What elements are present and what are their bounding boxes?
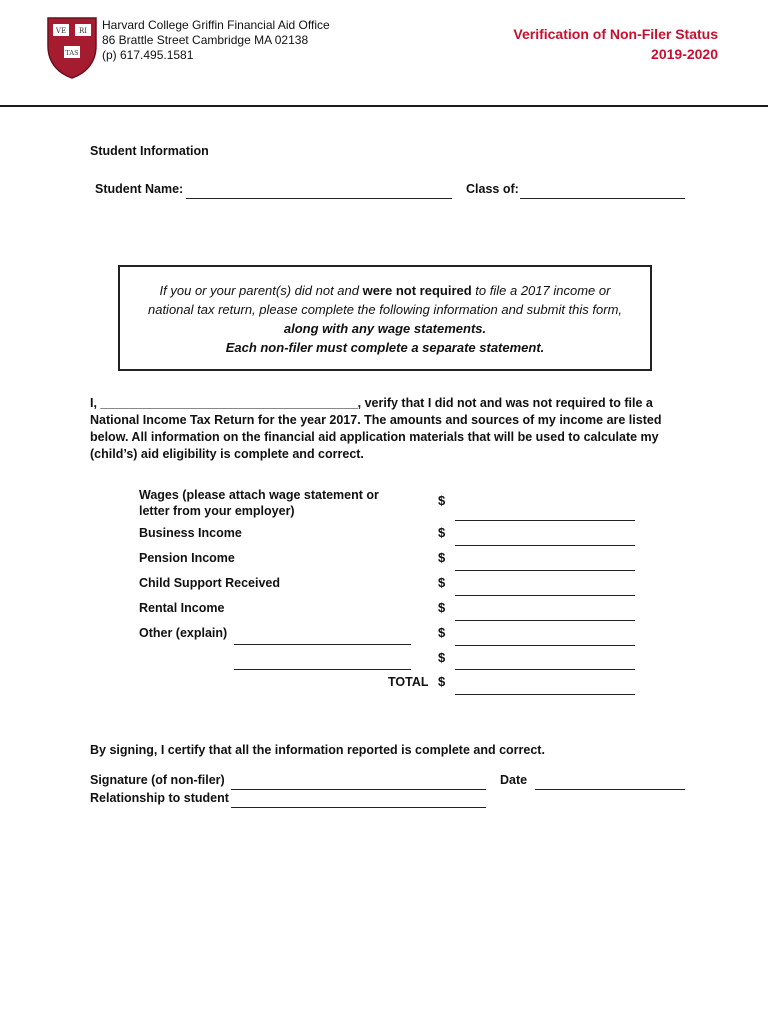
pension-amount-field[interactable] (455, 570, 635, 571)
notice-text-1: If you or your parent(s) did not and (159, 283, 363, 298)
signature-field[interactable] (231, 789, 486, 790)
verification-name-blank[interactable]: _____________________________________ (100, 396, 358, 410)
svg-text:VE: VE (55, 27, 67, 35)
verification-statement (90, 395, 690, 463)
currency-symbol: $ (438, 650, 446, 665)
student-name-label: Student Name: (95, 182, 184, 196)
relationship-label: Relationship to student (90, 791, 229, 805)
title-line-1: Verification of Non-Filer Status (513, 26, 718, 42)
income-label-rental: Rental Income (139, 601, 225, 615)
notice-text-2: were not required (362, 283, 472, 298)
currency-symbol: $ (438, 550, 446, 565)
office-address: 86 Brattle Street Cambridge MA 02138 (102, 33, 309, 47)
currency-symbol: $ (438, 625, 446, 640)
date-label: Date (500, 773, 528, 787)
notice-text-3: to file a 2017 income or national tax return, please complete the following information and submit this form, (147, 283, 623, 317)
wages-amount-field[interactable] (455, 520, 635, 521)
other-amount-field[interactable] (455, 645, 635, 646)
harvard-shield-logo (46, 16, 98, 80)
verification-text: , verify that I did not and was not required to file a National Income Tax Return for the year 2017. The amounts and sources of my income are listed below. All information on the financial aid application materials that will be used to calculate my (child’s) aid eligibility is complete and correct. (90, 396, 662, 461)
total-amount-field[interactable] (455, 694, 635, 695)
income-label-wages: Wages (please attach wage statement or letter from your employer) (139, 488, 379, 518)
currency-symbol: $ (438, 575, 446, 590)
relationship-field[interactable] (231, 807, 486, 808)
child-support-amount-field[interactable] (455, 595, 635, 596)
other-explain-field[interactable] (234, 644, 411, 645)
header-divider (0, 105, 768, 107)
rental-amount-field[interactable] (455, 620, 635, 621)
income-label-child-support: Child Support Received (139, 576, 280, 590)
total-label: TOTAL (388, 675, 429, 689)
title-line-2: 2019-2020 (651, 46, 718, 62)
office-phone: (p) 617.495.1581 (102, 48, 194, 62)
currency-symbol: $ (438, 493, 446, 508)
notice-text-4: along with any wage statements. (283, 321, 487, 336)
currency-symbol: $ (438, 525, 446, 540)
class-of-label: Class of: (466, 182, 519, 196)
other-amount-field-2[interactable] (455, 669, 635, 670)
certify-statement: By signing, I certify that all the information reported is complete and correct. (90, 743, 545, 757)
class-of-field[interactable] (520, 198, 685, 199)
income-label-other: Other (explain) (139, 626, 228, 640)
student-info-heading: Student Information (90, 144, 209, 158)
svg-text:TAS: TAS (65, 49, 79, 57)
notice-text-5: Each non-filer must complete a separate statement. (225, 340, 545, 355)
verification-prefix: I, (90, 396, 101, 410)
currency-symbol: $ (438, 600, 446, 615)
other-explain-field-2[interactable] (234, 669, 411, 670)
student-name-field[interactable] (186, 198, 452, 199)
signature-label: Signature (of non-filer) (90, 773, 225, 787)
non-filer-notice-box (118, 265, 652, 371)
date-field[interactable] (535, 789, 685, 790)
form-title (513, 24, 718, 64)
currency-symbol: $ (438, 674, 446, 689)
office-name: Harvard College Griffin Financial Aid Office (102, 18, 330, 32)
office-info (102, 18, 330, 63)
business-amount-field[interactable] (455, 545, 635, 546)
income-label-pension: Pension Income (139, 551, 235, 565)
svg-text:RI: RI (78, 27, 88, 35)
income-label-business: Business Income (139, 526, 242, 540)
